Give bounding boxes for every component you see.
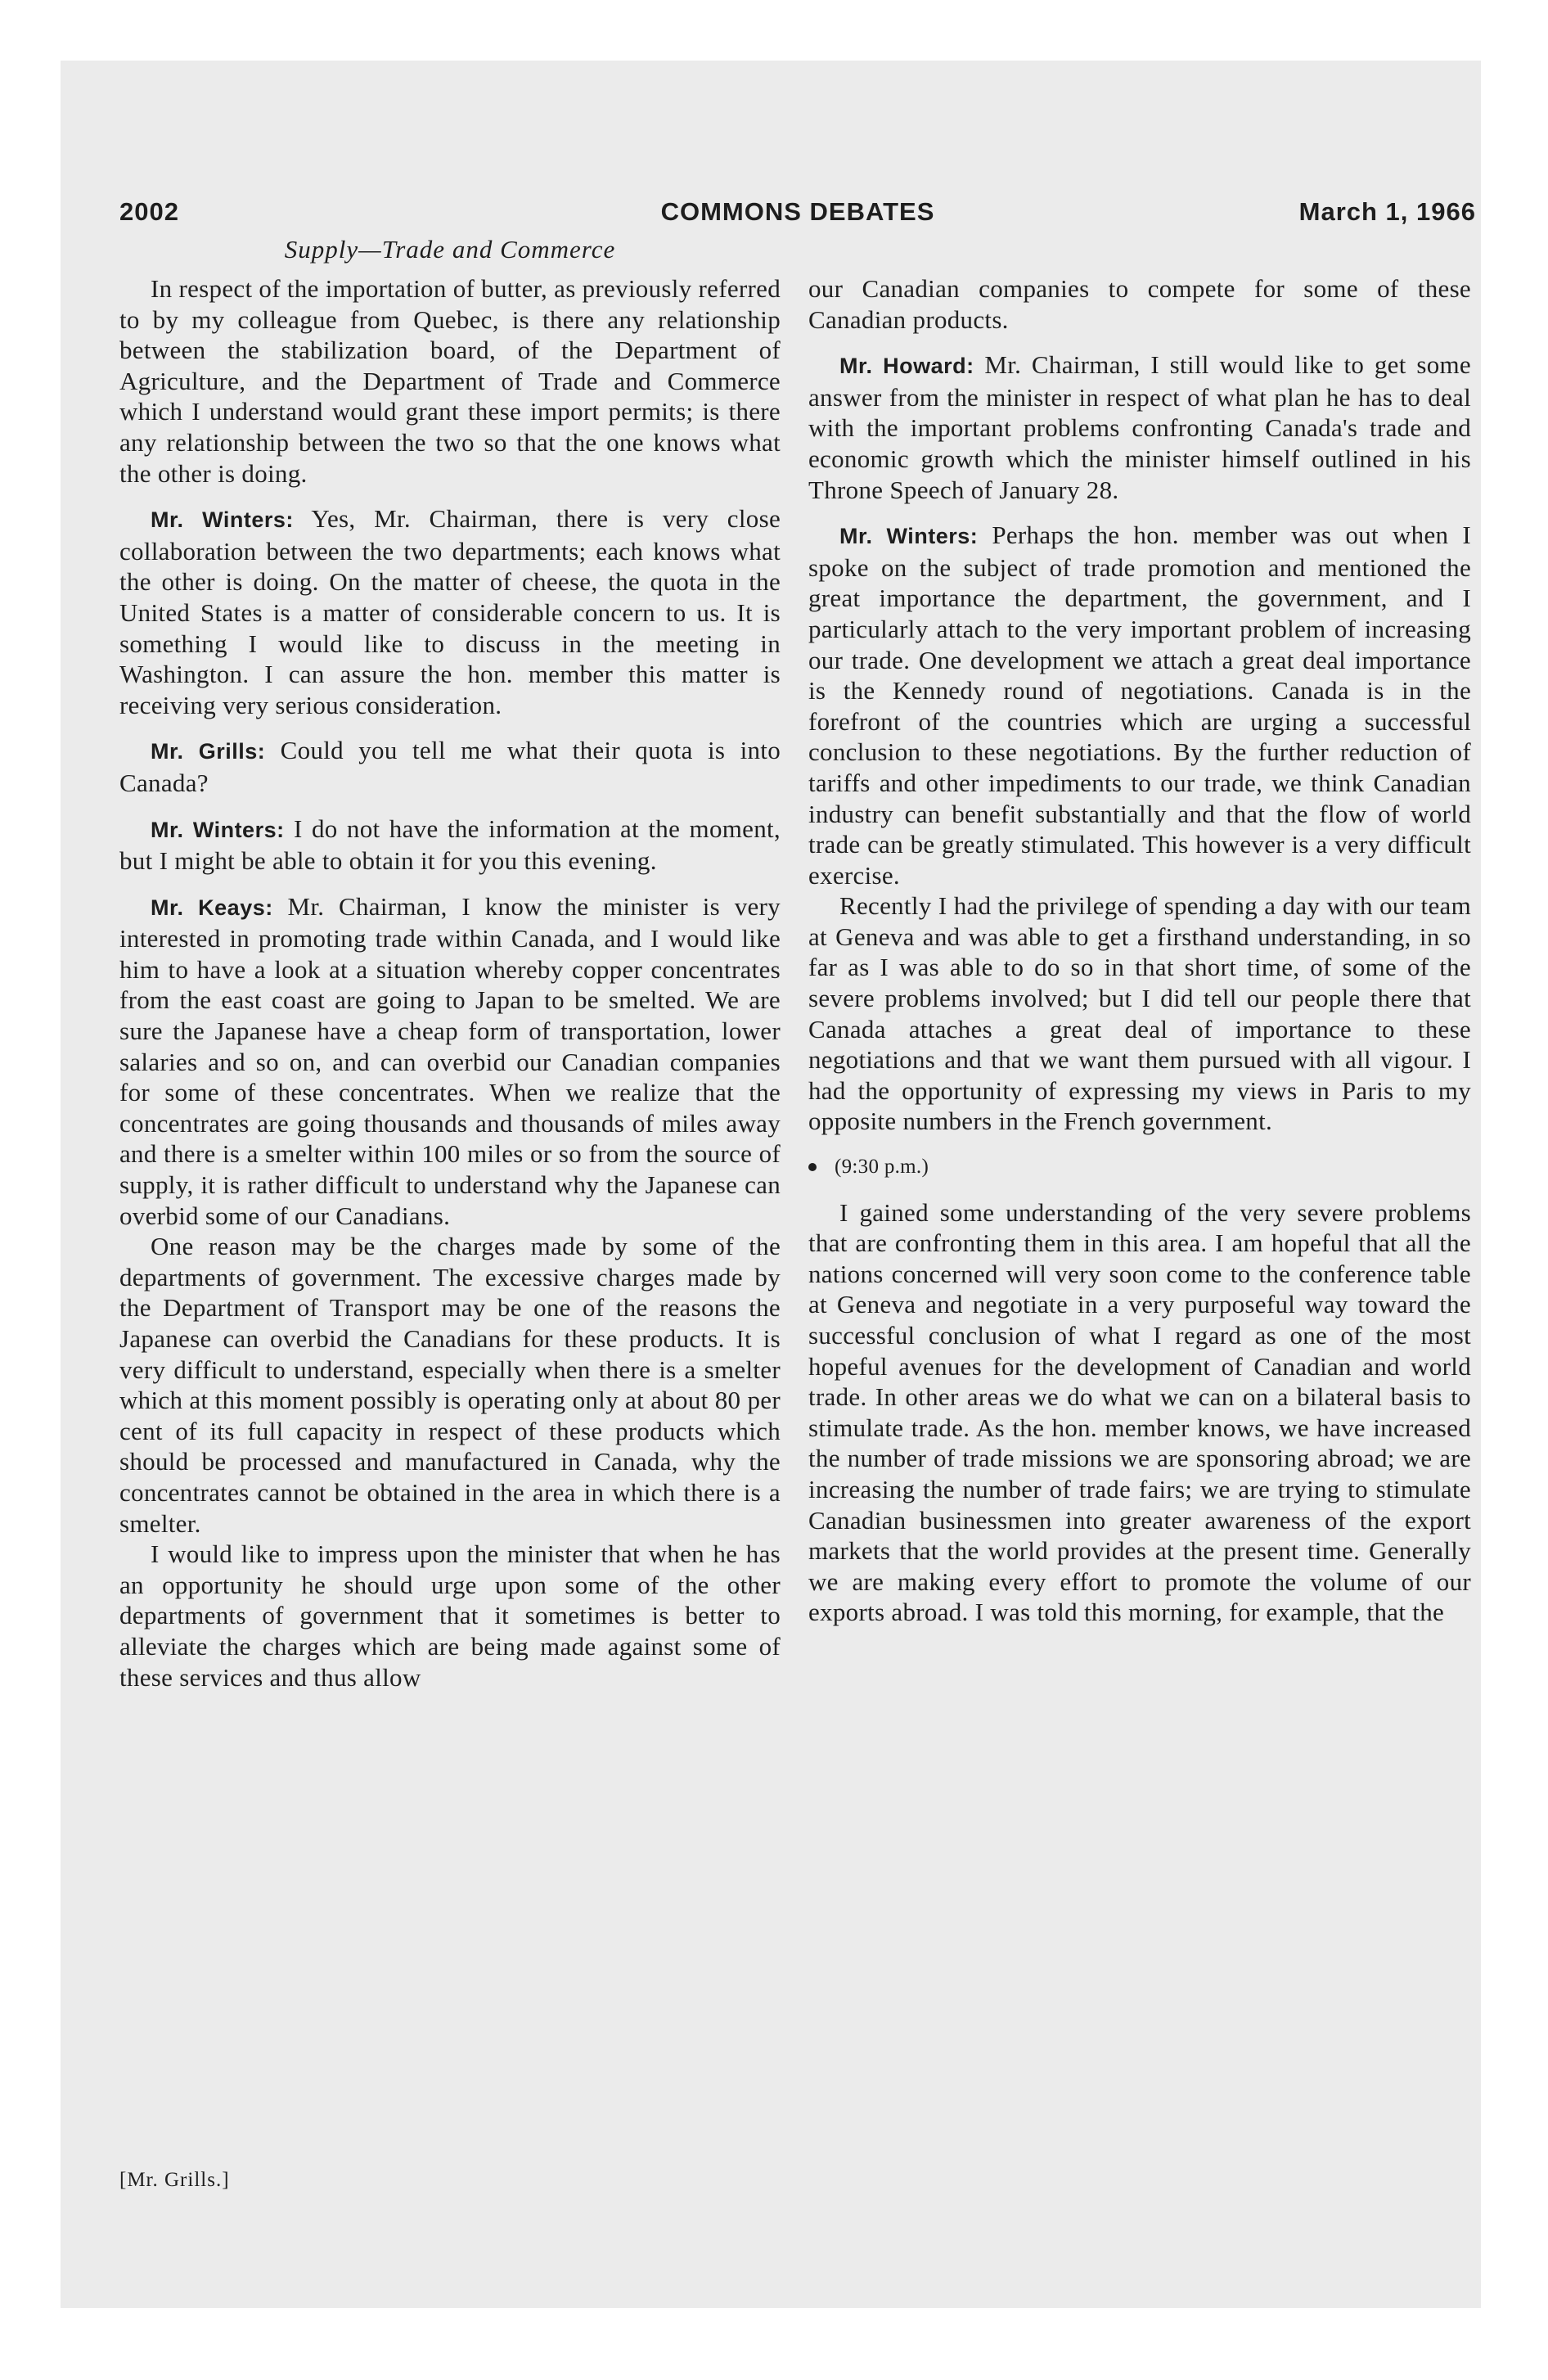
paragraph bbox=[119, 273, 781, 489]
speech-text: Could you tell me what their quota is into Canada? bbox=[119, 736, 781, 797]
time-stamp bbox=[808, 1152, 1471, 1183]
journal-title: COMMONS DEBATES bbox=[660, 197, 935, 226]
issue-date: March 1, 1966 bbox=[1298, 197, 1476, 226]
page-number: 2002 bbox=[119, 197, 179, 226]
time-stamp-text: (9:30 p.m.) bbox=[835, 1156, 929, 1179]
speech-text: Mr. Chairman, I know the minister is very interested in promoting trade within Canada, and I would like him to have a look at a situation whereby copper concentrates from the east coast are going to Japan to be smelted. We are sure the Japanese have a cheap form of transportation, lower salaries and so on, and can overbid our Canadian companies for some of these concentrates. When we realize that the concentrates are going thousands and thousands of miles away and there is a smelter within 100 miles or so from the source of supply, it is rather difficult to understand why the Japanese can overbid some of our Canadians. bbox=[119, 891, 781, 1230]
paragraph bbox=[808, 890, 1471, 1137]
speech bbox=[119, 503, 781, 720]
right-column bbox=[808, 273, 1471, 1628]
paragraph-text: our Canadian companies to compete for some of these Canadian products. bbox=[808, 274, 1471, 334]
paragraph bbox=[808, 273, 1471, 335]
speech bbox=[808, 349, 1471, 505]
speech-text: Mr. Chairman, I still would like to get some answer from the minister in respect of what plan he has to deal with the important problems confronting Canada's trade and economic growth which the minister himself outlined in his Throne Speech of January 28. bbox=[808, 350, 1471, 504]
bullet-icon bbox=[808, 1163, 817, 1171]
paragraph bbox=[119, 1539, 781, 1693]
speech-text: I do not have the information at the moment, but I might be able to obtain it for you this evening. bbox=[119, 814, 781, 876]
paragraph-text: One reason may be the charges made by some of the departments of government. The excessive charges made by the Department of Transport may be one of the reasons the Japanese can overbid the Canadians for these products. It is very difficult to understand, especially when there is a smelter which at this moment possibly is operating only at about 80 per cent of its full capacity in respect of these products which should be processed and manufactured in Canada, why the concentrates cannot be obtained in the area in which there is a smelter. bbox=[119, 1232, 781, 1538]
page-header bbox=[119, 197, 1476, 238]
paragraph-text: I gained some understanding of the very severe problems that are confronting them in this area. I am hopeful that all the nations concerned will very soon come to the conference table at Geneva and negotiate in a very purposeful way toward the successful conclusion of what I regard as one of the most hopeful avenues for the development of Canadian and world trade. In other areas we do what we can on a bilateral basis to stimulate trade. As the hon. member knows, we have increased the number of trade missions we are sponsoring abroad; we are increasing the number of trade fairs; we are trying to stimulate Canadian businessmen into greater awareness of the export markets that the world provides at the present time. Generally we are making every effort to promote the volume of our exports abroad. I was told this morning, for example, that the bbox=[808, 1197, 1471, 1627]
paragraph-text: Recently I had the privilege of spending a day with our team at Geneva and was able to get a firsthand understanding, in so far as I was able to do so in that short time, of some of the severe problems involved; but I did tell our people there that Canada attaches a great deal of importance to these negotiations and that we want them pursued with all vigour. I had the opportunity of expressing my views in Paris to my opposite numbers in the French government. bbox=[808, 891, 1471, 1136]
speech bbox=[119, 735, 781, 798]
speaker-name: Mr. Winters: bbox=[151, 507, 294, 533]
speech-text: Yes, Mr. Chairman, there is very close collaboration between the two departments; each knows what the other is doing. On the matter of cheese, the quota in the United States is a matter of considerable concern to us. It is something I would like to discuss in the meeting in Washington. I can assure the hon. member this matter is receiving very serious consideration. bbox=[119, 504, 781, 719]
paragraph bbox=[119, 1231, 781, 1539]
speech bbox=[808, 520, 1471, 890]
section-subheading: Supply—Trade and Commerce bbox=[284, 235, 616, 264]
speaker-name: Mr. Grills: bbox=[151, 739, 266, 764]
speaker-name: Mr. Winters: bbox=[151, 817, 285, 842]
speech bbox=[119, 891, 781, 1232]
left-column bbox=[119, 273, 781, 1693]
speaker-footnote: [Mr. Grills.] bbox=[119, 2169, 230, 2191]
paragraph bbox=[808, 1197, 1471, 1628]
paragraph-text: In respect of the importation of butter, as previously referred to by my colleague from Quebec, is there any relationship between the stabilization board, of the Department of Agriculture, and the Department of Trade and Commerce which I understand would grant these import permits; is there any relationship between the two so that the one knows what the other is doing. bbox=[119, 274, 781, 488]
speaker-name: Mr. Howard: bbox=[839, 354, 974, 379]
speaker-name: Mr. Keays: bbox=[151, 895, 273, 920]
speaker-name: Mr. Winters: bbox=[839, 524, 979, 549]
paragraph-text: I would like to impress upon the minister that when he has an opportunity he should urge upon some of the other departments of government that it sometimes is better to alleviate the charges which are being made against some of these services and thus allow bbox=[119, 1539, 781, 1692]
speech-text: Perhaps the hon. member was out when I spoke on the subject of trade promotion and mentioned the great importance the department, the government, and I particularly attach to the very important problem of increasing our trade. One development we attach a great deal importance is the Kennedy round of negotiations. Canada is in the forefront of the countries which are urging a successful conclusion to these negotiations. By the further reduction of tariffs and other impediments to our trade, we think Canadian industry can benefit substantially and that the flow of world trade can be greatly stimulated. This however is a very difficult exercise. bbox=[808, 521, 1471, 890]
speech bbox=[119, 814, 781, 877]
